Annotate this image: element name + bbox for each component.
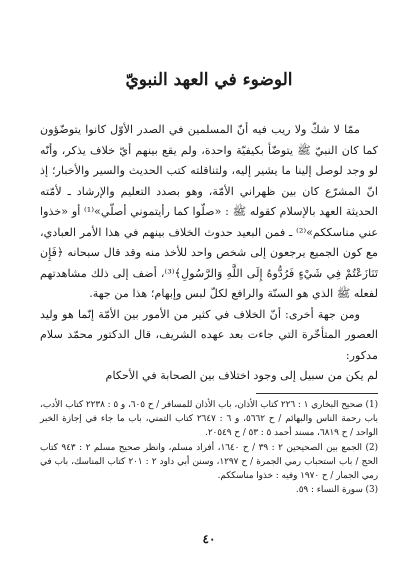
quote-line: لم يكن من سبيل إلى وجود اختلاف بين الصحابة في الأحكام — [105, 369, 378, 382]
footnote-2: (2) الجمع بين الصحيحين ٢ : ٣٩ / ح ١٦٤٠، أفراد مسلم، وانظر صحيح مسلم ٢ : ٩٤٣ كتاب الحج / باب استحباب رمي الجمرة / ح ١٢٩٧، وسنن أبي داود ٢ : ٢٠١ كتاب المناسك، باب في رمي الجمار / ح ١٩٧٠ وفيه : خذوا مناسككم. — [40, 442, 379, 482]
footnotes — [40, 398, 378, 497]
main-text — [40, 120, 378, 387]
paragraph-2: ومن جهة أخرى: أنّ الخلاف في كثير من الأمور بين الأمّة إنّما هو وليد العصور المتأخّرة التي جاءت بعد عهده الشريف، قال الدكتور محمّد سلام مدكور: — [40, 307, 378, 362]
paragraph-1: ممّا لا شكّ ولا ريب فيه أنّ المسلمين في الصدر الأوّل كانوا يتوضّؤون كما كان النبيّ ﷺ يتوضّأ بكيفيّة واحدة، ولم يقع بينهم أيّ خلاف يذكر، وأنّه لو وجد لوصل إلينا ما يشير إليه، ولتناقلته كتب الحديث والسير والأخبار؛ إذ انّ المشرّع كان بين ظهراني الأمّة، وهو بصدد التعليم والإرشاد ـ لأمّته الحديثة العهد بالإسلام كقوله ﷺ : «صلّوا كما رأيتموني أصلّي»⁽¹⁾ أو «خذوا عني مناسككم»⁽²⁾ ـ فمن البعيد حدوث الخلاف بينهم في هذا الأمر العبادي، مع كون الجميع يرجعون إلى شخص واحد للأخذ منه وقد قال سبحانه ﴿فَإِن تَنَازَعْتُمْ فِي شَيْءٍ فَرُدُّوهُ إِلَى اللَّهِ وَالرَّسُولِ﴾⁽³⁾، أضف إلى ذلك مشاهدتهم لفعله ﷺ الذي هو السنّة والرافع لكلّ لبس وإبهام؛ هذا من جهة. — [40, 123, 378, 300]
footnote-1: (1) صحيح البخاري ١ : ٢٢٦ كتاب الأذان، باب الأذان للمسافر / ح ٦٠٥، و ٥ : ٢٢٣٨ كتاب الأدب، باب رحمة الناس والبهائم / ح ٥٦٦٢، و ٦ : ٢٦٤٧ كتاب التمني، باب ما جاء في إجازة الخبر الواحد / ح ٦٨١٩، مسند أحمد ٥ : ٥٣ / ح ٢٠٥٤٩. — [40, 400, 378, 439]
page-number: ٤٠ — [202, 532, 216, 546]
footnote-3: (3) سورة النساء : ٥٩. — [295, 485, 378, 496]
footnote-divider — [256, 393, 378, 394]
page-title: الوضوء في العهد النبويّ — [125, 70, 293, 90]
